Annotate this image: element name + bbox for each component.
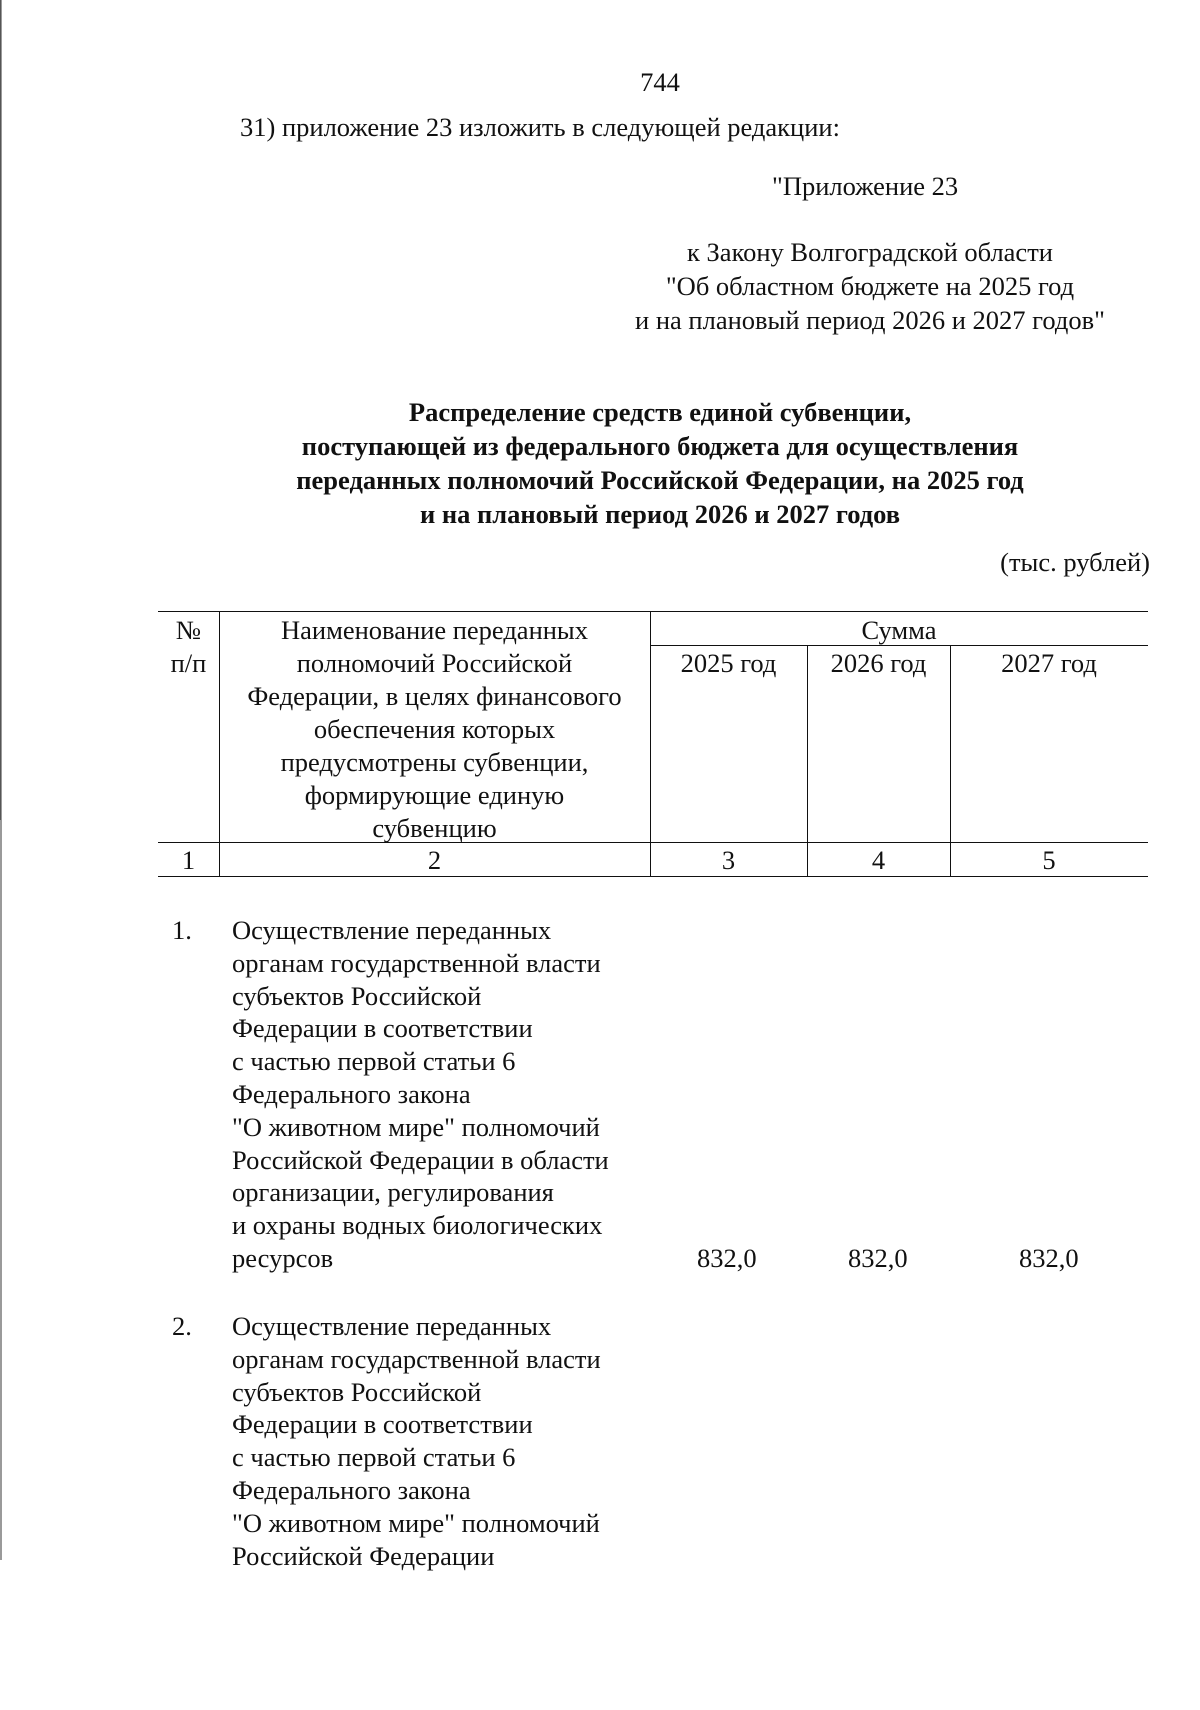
row-line: ресурсов — [232, 1242, 334, 1273]
header-name-line: субвенцию — [372, 813, 497, 843]
appendix-ref-line: и на плановый период 2026 и 2027 годов" — [635, 305, 1105, 335]
col-number: 2 — [427, 845, 442, 875]
row-description — [232, 914, 609, 1275]
row-line: Российской Федерации в области — [232, 1144, 609, 1175]
header-year-2025: 2025 год — [680, 648, 777, 678]
col-number: 4 — [871, 845, 886, 875]
row-line: организации, регулирования — [232, 1177, 554, 1208]
row-line: Российской Федерации — [232, 1540, 495, 1571]
row-line: и охраны водных биологических — [232, 1210, 603, 1241]
units-note: (тыс. рублей) — [1000, 547, 1150, 577]
row-line: с частью первой статьи 6 — [232, 1442, 516, 1473]
row-line: Федерального закона — [232, 1474, 471, 1505]
row-line: Федерации в соответствии — [232, 1409, 533, 1440]
header-name-line: формирующие единую — [304, 780, 565, 810]
row-description — [232, 1310, 601, 1572]
scan-edge-dark — [0, 0, 1, 820]
header-year-2026: 2026 год — [830, 648, 927, 678]
col-number: 3 — [721, 845, 736, 875]
value-2027: 832,0 — [1019, 1243, 1079, 1273]
row-number: 2. — [172, 1311, 192, 1341]
header-name-line: обеспечения которых — [313, 714, 556, 744]
title-line: Распределение средств единой субвенции, — [408, 397, 912, 427]
title-line: и на плановый период 2026 и 2027 годов — [419, 499, 901, 529]
header-name-line: полномочий Российской — [296, 648, 573, 678]
header-year-2027: 2027 год — [1001, 648, 1097, 678]
row-line: субъектов Российской — [232, 1376, 482, 1407]
amendment-intro: 31) приложение 23 изложить в следующей редакции: — [240, 112, 840, 142]
row-line: органам государственной власти — [232, 1343, 601, 1374]
header-name-line: Наименование переданных — [281, 615, 588, 645]
header-num — [158, 614, 219, 680]
col-number: 1 — [181, 845, 196, 875]
header-name — [219, 614, 650, 845]
row-line: Осуществление переданных — [232, 915, 552, 945]
appendix-ref-line: к Закону Волгоградской области — [687, 237, 1053, 267]
row-line: субъектов Российской — [232, 980, 482, 1011]
col-number: 5 — [1042, 845, 1056, 875]
row-line: "О животном мире" полномочий — [232, 1507, 600, 1538]
row-line: Федерального закона — [232, 1078, 471, 1109]
appendix-reference — [600, 235, 1140, 337]
row-line: "О животном мире" полномочий — [232, 1111, 600, 1142]
appendix-ref-line: "Об областном бюджете на 2025 год — [665, 271, 1075, 301]
row-line: с частью первой статьи 6 — [232, 1046, 516, 1077]
value-2025: 832,0 — [697, 1243, 757, 1273]
header-num-line: п/п — [170, 648, 207, 678]
value-2026: 832,0 — [848, 1243, 908, 1273]
row-line: Федерации в соответствии — [232, 1013, 533, 1044]
row-line: органам государственной власти — [232, 947, 601, 978]
document-title — [120, 395, 1200, 531]
header-name-line: предусмотрены субвенции, — [280, 747, 589, 777]
appendix-title: "Приложение 23 — [772, 171, 959, 201]
header-name-line: Федерации, в целях финансового — [247, 681, 622, 711]
table-top-border — [158, 611, 1148, 612]
header-num-line: № — [175, 615, 202, 645]
header-sum: Сумма — [861, 615, 937, 645]
page-number: 744 — [640, 67, 680, 97]
title-line: поступающей из федерального бюджета для осуществления — [301, 431, 1019, 461]
row-number: 1. — [172, 915, 192, 945]
row-line: Осуществление переданных — [232, 1311, 552, 1341]
title-line: переданных полномочий Российской Федерации, на 2025 год — [296, 465, 1024, 495]
